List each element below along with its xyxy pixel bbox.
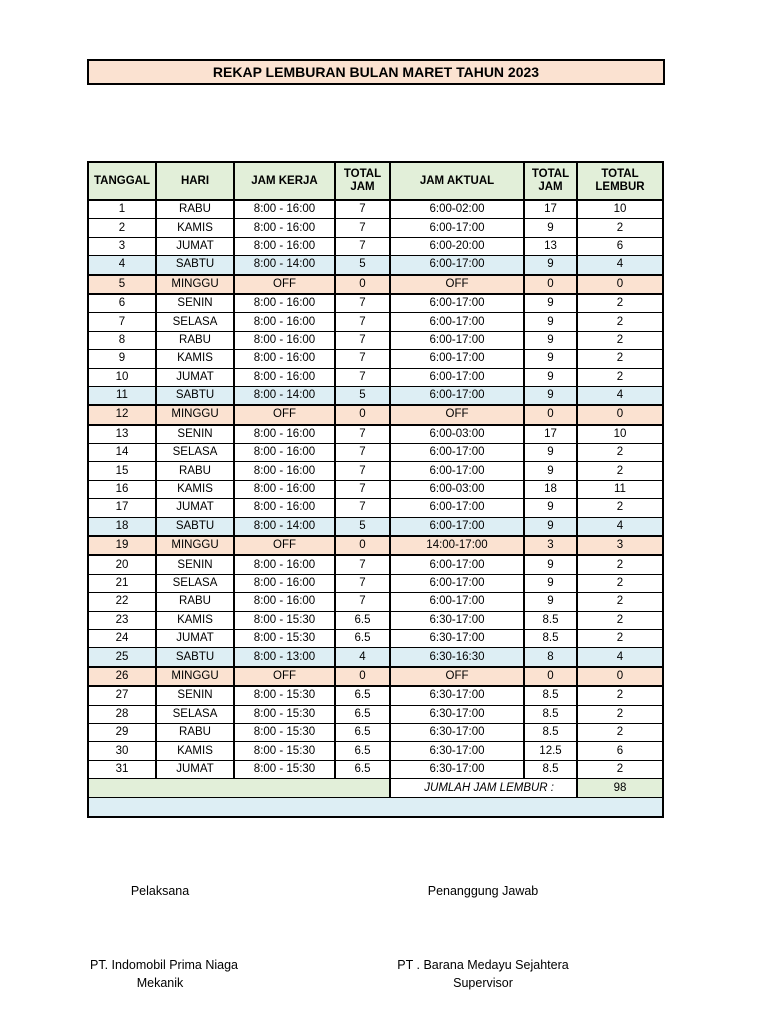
cell-total-jam: 7 bbox=[335, 425, 390, 444]
cell-tanggal: 9 bbox=[88, 350, 156, 368]
cell-tanggal: 17 bbox=[88, 499, 156, 517]
cell-total-jam-aktual: 3 bbox=[524, 536, 577, 555]
cell-jam-kerja: 8:00 - 16:00 bbox=[234, 350, 335, 368]
cell-total-jam: 0 bbox=[335, 667, 390, 686]
cell-total-jam: 7 bbox=[335, 350, 390, 368]
cell-hari: RABU bbox=[156, 200, 234, 219]
table-row bbox=[88, 294, 663, 313]
cell-total-lembur: 11 bbox=[577, 480, 663, 498]
cell-jam-kerja: 8:00 - 15:30 bbox=[234, 611, 335, 629]
total-row bbox=[88, 779, 663, 798]
cell-jam-aktual: 6:30-17:00 bbox=[390, 686, 524, 705]
cell-total-jam: 5 bbox=[335, 386, 390, 405]
cell-hari: SENIN bbox=[156, 686, 234, 705]
table-row bbox=[88, 742, 663, 760]
cell-tanggal: 30 bbox=[88, 742, 156, 760]
table-row bbox=[88, 667, 663, 686]
table-row bbox=[88, 705, 663, 723]
cell-total-jam-aktual: 17 bbox=[524, 200, 577, 219]
blank-cell bbox=[88, 798, 663, 818]
cell-tanggal: 31 bbox=[88, 760, 156, 778]
header-total-jam-aktual: TOTAL JAM bbox=[524, 162, 577, 200]
table-row bbox=[88, 629, 663, 647]
cell-jam-kerja: OFF bbox=[234, 667, 335, 686]
cell-jam-aktual: OFF bbox=[390, 667, 524, 686]
cell-jam-aktual: 6:30-17:00 bbox=[390, 705, 524, 723]
cell-total-jam-aktual: 17 bbox=[524, 425, 577, 444]
cell-total-jam: 7 bbox=[335, 593, 390, 611]
cell-total-jam-aktual: 9 bbox=[524, 294, 577, 313]
table-row bbox=[88, 593, 663, 611]
cell-total-jam-aktual: 0 bbox=[524, 405, 577, 424]
total-label: JUMLAH JAM LEMBUR : bbox=[390, 779, 577, 798]
cell-tanggal: 7 bbox=[88, 313, 156, 331]
cell-total-jam-aktual: 8.5 bbox=[524, 723, 577, 741]
cell-jam-aktual: 6:30-17:00 bbox=[390, 611, 524, 629]
cell-total-jam-aktual: 8.5 bbox=[524, 686, 577, 705]
cell-jam-aktual: 6:30-17:00 bbox=[390, 629, 524, 647]
cell-tanggal: 11 bbox=[88, 386, 156, 405]
table-row bbox=[88, 499, 663, 517]
cell-total-jam: 6.5 bbox=[335, 611, 390, 629]
cell-jam-aktual: 6:00-17:00 bbox=[390, 313, 524, 331]
table-row bbox=[88, 760, 663, 778]
table-row bbox=[88, 350, 663, 368]
cell-jam-kerja: 8:00 - 15:30 bbox=[234, 760, 335, 778]
cell-jam-kerja: 8:00 - 16:00 bbox=[234, 425, 335, 444]
cell-jam-aktual: 14:00-17:00 bbox=[390, 536, 524, 555]
cell-jam-aktual: 6:00-17:00 bbox=[390, 593, 524, 611]
cell-hari: SABTU bbox=[156, 256, 234, 275]
cell-total-lembur: 4 bbox=[577, 386, 663, 405]
signature-company-left: PT. Indomobil Prima Niaga bbox=[90, 958, 238, 972]
cell-total-jam-aktual: 12.5 bbox=[524, 742, 577, 760]
table-row bbox=[88, 536, 663, 555]
header-total-jam: TOTAL JAM bbox=[335, 162, 390, 200]
cell-total-lembur: 4 bbox=[577, 648, 663, 667]
cell-hari: JUMAT bbox=[156, 237, 234, 255]
cell-total-jam-aktual: 9 bbox=[524, 462, 577, 480]
cell-hari: SENIN bbox=[156, 294, 234, 313]
cell-hari: JUMAT bbox=[156, 760, 234, 778]
cell-jam-kerja: 8:00 - 15:30 bbox=[234, 723, 335, 741]
table-row bbox=[88, 368, 663, 386]
cell-tanggal: 21 bbox=[88, 574, 156, 592]
cell-total-jam-aktual: 8.5 bbox=[524, 760, 577, 778]
signature-position-right: Supervisor bbox=[453, 976, 513, 990]
cell-hari: SELASA bbox=[156, 705, 234, 723]
cell-jam-kerja: 8:00 - 16:00 bbox=[234, 219, 335, 237]
cell-total-jam-aktual: 9 bbox=[524, 331, 577, 349]
cell-jam-kerja: 8:00 - 16:00 bbox=[234, 462, 335, 480]
cell-total-jam-aktual: 9 bbox=[524, 368, 577, 386]
cell-jam-kerja: 8:00 - 16:00 bbox=[234, 368, 335, 386]
cell-total-lembur: 2 bbox=[577, 499, 663, 517]
table-row bbox=[88, 275, 663, 294]
cell-hari: MINGGU bbox=[156, 275, 234, 294]
cell-total-lembur: 2 bbox=[577, 462, 663, 480]
header-jam-aktual: JAM AKTUAL bbox=[390, 162, 524, 200]
cell-total-jam: 7 bbox=[335, 200, 390, 219]
cell-tanggal: 13 bbox=[88, 425, 156, 444]
cell-tanggal: 12 bbox=[88, 405, 156, 424]
cell-jam-aktual: 6:00-17:00 bbox=[390, 517, 524, 536]
cell-total-lembur: 2 bbox=[577, 219, 663, 237]
cell-jam-kerja: 8:00 - 15:30 bbox=[234, 742, 335, 760]
cell-jam-aktual: 6:00-17:00 bbox=[390, 256, 524, 275]
table-row bbox=[88, 405, 663, 424]
cell-hari: KAMIS bbox=[156, 480, 234, 498]
overtime-table bbox=[87, 161, 664, 818]
cell-tanggal: 14 bbox=[88, 444, 156, 462]
table-row bbox=[88, 425, 663, 444]
cell-total-lembur: 2 bbox=[577, 574, 663, 592]
table-row bbox=[88, 444, 663, 462]
cell-hari: SELASA bbox=[156, 313, 234, 331]
cell-tanggal: 8 bbox=[88, 331, 156, 349]
cell-jam-aktual: 6:00-17:00 bbox=[390, 574, 524, 592]
cell-jam-aktual: 6:00-17:00 bbox=[390, 462, 524, 480]
cell-total-lembur: 6 bbox=[577, 237, 663, 255]
cell-jam-kerja: 8:00 - 16:00 bbox=[234, 480, 335, 498]
cell-total-jam: 7 bbox=[335, 462, 390, 480]
cell-tanggal: 24 bbox=[88, 629, 156, 647]
cell-hari: SABTU bbox=[156, 386, 234, 405]
cell-total-lembur: 2 bbox=[577, 760, 663, 778]
cell-hari: JUMAT bbox=[156, 629, 234, 647]
cell-jam-aktual: OFF bbox=[390, 405, 524, 424]
cell-tanggal: 22 bbox=[88, 593, 156, 611]
cell-jam-kerja: OFF bbox=[234, 536, 335, 555]
cell-total-jam-aktual: 8.5 bbox=[524, 705, 577, 723]
cell-jam-aktual: OFF bbox=[390, 275, 524, 294]
header-hari: HARI bbox=[156, 162, 234, 200]
cell-tanggal: 10 bbox=[88, 368, 156, 386]
cell-total-lembur: 4 bbox=[577, 256, 663, 275]
cell-tanggal: 20 bbox=[88, 555, 156, 574]
table-row bbox=[88, 256, 663, 275]
table-row bbox=[88, 219, 663, 237]
table-header bbox=[88, 162, 663, 200]
signature-role-right: Penanggung Jawab bbox=[427, 884, 539, 898]
table-row bbox=[88, 313, 663, 331]
cell-total-lembur: 2 bbox=[577, 294, 663, 313]
cell-tanggal: 25 bbox=[88, 648, 156, 667]
cell-hari: RABU bbox=[156, 723, 234, 741]
cell-jam-kerja: OFF bbox=[234, 275, 335, 294]
cell-total-lembur: 0 bbox=[577, 405, 663, 424]
cell-tanggal: 4 bbox=[88, 256, 156, 275]
cell-jam-aktual: 6:00-17:00 bbox=[390, 368, 524, 386]
cell-total-jam: 6.5 bbox=[335, 760, 390, 778]
cell-total-jam-aktual: 8.5 bbox=[524, 611, 577, 629]
cell-total-jam: 0 bbox=[335, 536, 390, 555]
cell-total-lembur: 10 bbox=[577, 200, 663, 219]
cell-tanggal: 19 bbox=[88, 536, 156, 555]
cell-jam-aktual: 6:30-17:00 bbox=[390, 742, 524, 760]
cell-total-lembur: 2 bbox=[577, 555, 663, 574]
cell-jam-aktual: 6:00-17:00 bbox=[390, 219, 524, 237]
cell-jam-kerja: 8:00 - 16:00 bbox=[234, 444, 335, 462]
cell-total-jam: 5 bbox=[335, 256, 390, 275]
table-row bbox=[88, 555, 663, 574]
cell-hari: SENIN bbox=[156, 425, 234, 444]
total-spacer bbox=[88, 779, 390, 798]
table-row bbox=[88, 686, 663, 705]
cell-total-jam-aktual: 9 bbox=[524, 574, 577, 592]
cell-total-lembur: 2 bbox=[577, 593, 663, 611]
cell-total-jam-aktual: 9 bbox=[524, 555, 577, 574]
cell-jam-kerja: 8:00 - 14:00 bbox=[234, 517, 335, 536]
header-jam-kerja: JAM KERJA bbox=[234, 162, 335, 200]
cell-total-jam: 6.5 bbox=[335, 742, 390, 760]
cell-tanggal: 15 bbox=[88, 462, 156, 480]
cell-total-jam-aktual: 9 bbox=[524, 517, 577, 536]
blank-row bbox=[88, 798, 663, 818]
cell-jam-kerja: OFF bbox=[234, 405, 335, 424]
cell-tanggal: 2 bbox=[88, 219, 156, 237]
cell-hari: KAMIS bbox=[156, 742, 234, 760]
cell-total-lembur: 2 bbox=[577, 723, 663, 741]
cell-hari: SABTU bbox=[156, 648, 234, 667]
table-row bbox=[88, 574, 663, 592]
cell-jam-kerja: 8:00 - 14:00 bbox=[234, 386, 335, 405]
cell-hari: RABU bbox=[156, 462, 234, 480]
table-row bbox=[88, 517, 663, 536]
cell-total-lembur: 0 bbox=[577, 667, 663, 686]
cell-jam-kerja: 8:00 - 14:00 bbox=[234, 256, 335, 275]
cell-total-jam-aktual: 0 bbox=[524, 667, 577, 686]
cell-jam-aktual: 6:00-17:00 bbox=[390, 294, 524, 313]
cell-total-jam: 7 bbox=[335, 574, 390, 592]
cell-jam-kerja: 8:00 - 16:00 bbox=[234, 200, 335, 219]
cell-hari: RABU bbox=[156, 331, 234, 349]
cell-total-lembur: 2 bbox=[577, 611, 663, 629]
cell-total-lembur: 2 bbox=[577, 705, 663, 723]
header-total-lembur: TOTAL LEMBUR bbox=[577, 162, 663, 200]
cell-total-jam-aktual: 9 bbox=[524, 219, 577, 237]
cell-hari: KAMIS bbox=[156, 350, 234, 368]
cell-jam-aktual: 6:00-03:00 bbox=[390, 425, 524, 444]
cell-total-jam: 7 bbox=[335, 219, 390, 237]
cell-total-jam: 7 bbox=[335, 444, 390, 462]
cell-jam-kerja: 8:00 - 16:00 bbox=[234, 331, 335, 349]
cell-tanggal: 18 bbox=[88, 517, 156, 536]
cell-total-lembur: 2 bbox=[577, 350, 663, 368]
cell-jam-kerja: 8:00 - 15:30 bbox=[234, 629, 335, 647]
cell-hari: RABU bbox=[156, 593, 234, 611]
signature-company-right: PT . Barana Medayu Sejahtera bbox=[397, 958, 569, 972]
cell-total-jam: 6.5 bbox=[335, 705, 390, 723]
signature-position-left: Mekanik bbox=[136, 976, 184, 990]
cell-total-jam: 7 bbox=[335, 480, 390, 498]
cell-total-jam-aktual: 9 bbox=[524, 350, 577, 368]
cell-total-lembur: 2 bbox=[577, 686, 663, 705]
cell-total-jam-aktual: 9 bbox=[524, 444, 577, 462]
cell-jam-aktual: 6:00-17:00 bbox=[390, 350, 524, 368]
cell-total-lembur: 6 bbox=[577, 742, 663, 760]
cell-total-jam: 7 bbox=[335, 499, 390, 517]
cell-hari: SELASA bbox=[156, 574, 234, 592]
cell-jam-kerja: 8:00 - 16:00 bbox=[234, 499, 335, 517]
cell-total-lembur: 4 bbox=[577, 517, 663, 536]
cell-hari: SENIN bbox=[156, 555, 234, 574]
cell-tanggal: 29 bbox=[88, 723, 156, 741]
cell-jam-kerja: 8:00 - 16:00 bbox=[234, 555, 335, 574]
cell-hari: SABTU bbox=[156, 517, 234, 536]
cell-jam-aktual: 6:00-17:00 bbox=[390, 386, 524, 405]
cell-total-jam-aktual: 9 bbox=[524, 256, 577, 275]
cell-total-jam: 4 bbox=[335, 648, 390, 667]
cell-total-jam-aktual: 13 bbox=[524, 237, 577, 255]
table-row bbox=[88, 331, 663, 349]
cell-tanggal: 5 bbox=[88, 275, 156, 294]
cell-tanggal: 16 bbox=[88, 480, 156, 498]
cell-total-jam: 5 bbox=[335, 517, 390, 536]
signature-role-left: Pelaksana bbox=[130, 884, 190, 898]
cell-hari: SELASA bbox=[156, 444, 234, 462]
table-body bbox=[88, 200, 663, 779]
cell-total-jam: 6.5 bbox=[335, 686, 390, 705]
cell-hari: MINGGU bbox=[156, 536, 234, 555]
cell-total-jam: 7 bbox=[335, 294, 390, 313]
cell-jam-aktual: 6:30-17:00 bbox=[390, 760, 524, 778]
cell-hari: JUMAT bbox=[156, 368, 234, 386]
cell-total-jam: 7 bbox=[335, 555, 390, 574]
cell-total-jam-aktual: 9 bbox=[524, 499, 577, 517]
cell-total-jam-aktual: 8.5 bbox=[524, 629, 577, 647]
cell-jam-kerja: 8:00 - 15:30 bbox=[234, 705, 335, 723]
cell-tanggal: 27 bbox=[88, 686, 156, 705]
cell-jam-aktual: 6:00-02:00 bbox=[390, 200, 524, 219]
cell-total-jam: 7 bbox=[335, 331, 390, 349]
cell-jam-aktual: 6:00-03:00 bbox=[390, 480, 524, 498]
cell-jam-aktual: 6:00-17:00 bbox=[390, 555, 524, 574]
cell-total-jam: 7 bbox=[335, 237, 390, 255]
cell-jam-kerja: 8:00 - 13:00 bbox=[234, 648, 335, 667]
cell-jam-aktual: 6:00-17:00 bbox=[390, 331, 524, 349]
cell-jam-aktual: 6:00-17:00 bbox=[390, 444, 524, 462]
cell-total-lembur: 10 bbox=[577, 425, 663, 444]
document-title: REKAP LEMBURAN BULAN MARET TAHUN 2023 bbox=[87, 59, 665, 85]
cell-total-lembur: 2 bbox=[577, 331, 663, 349]
cell-jam-kerja: 8:00 - 16:00 bbox=[234, 313, 335, 331]
cell-jam-kerja: 8:00 - 15:30 bbox=[234, 686, 335, 705]
header-tanggal: TANGGAL bbox=[88, 162, 156, 200]
cell-jam-kerja: 8:00 - 16:00 bbox=[234, 294, 335, 313]
cell-total-jam-aktual: 8 bbox=[524, 648, 577, 667]
cell-total-jam: 0 bbox=[335, 275, 390, 294]
cell-tanggal: 6 bbox=[88, 294, 156, 313]
cell-total-lembur: 2 bbox=[577, 629, 663, 647]
cell-hari: KAMIS bbox=[156, 611, 234, 629]
cell-tanggal: 1 bbox=[88, 200, 156, 219]
cell-total-jam-aktual: 18 bbox=[524, 480, 577, 498]
cell-total-lembur: 3 bbox=[577, 536, 663, 555]
table-row bbox=[88, 480, 663, 498]
cell-tanggal: 23 bbox=[88, 611, 156, 629]
cell-total-jam: 7 bbox=[335, 368, 390, 386]
cell-total-jam: 6.5 bbox=[335, 723, 390, 741]
cell-jam-aktual: 6:00-17:00 bbox=[390, 499, 524, 517]
table-row bbox=[88, 237, 663, 255]
cell-hari: KAMIS bbox=[156, 219, 234, 237]
table-row bbox=[88, 611, 663, 629]
table-row bbox=[88, 462, 663, 480]
cell-hari: MINGGU bbox=[156, 405, 234, 424]
cell-jam-kerja: 8:00 - 16:00 bbox=[234, 593, 335, 611]
table-row bbox=[88, 723, 663, 741]
table-row bbox=[88, 648, 663, 667]
cell-tanggal: 28 bbox=[88, 705, 156, 723]
cell-jam-aktual: 6:00-20:00 bbox=[390, 237, 524, 255]
cell-total-jam-aktual: 9 bbox=[524, 593, 577, 611]
cell-tanggal: 26 bbox=[88, 667, 156, 686]
cell-total-jam: 7 bbox=[335, 313, 390, 331]
cell-tanggal: 3 bbox=[88, 237, 156, 255]
cell-jam-kerja: 8:00 - 16:00 bbox=[234, 237, 335, 255]
cell-total-lembur: 2 bbox=[577, 444, 663, 462]
cell-total-jam-aktual: 0 bbox=[524, 275, 577, 294]
cell-total-lembur: 2 bbox=[577, 313, 663, 331]
cell-hari: JUMAT bbox=[156, 499, 234, 517]
cell-jam-aktual: 6:30-17:00 bbox=[390, 723, 524, 741]
table-row bbox=[88, 200, 663, 219]
cell-total-jam-aktual: 9 bbox=[524, 386, 577, 405]
cell-total-lembur: 2 bbox=[577, 368, 663, 386]
cell-total-jam-aktual: 9 bbox=[524, 313, 577, 331]
total-value: 98 bbox=[577, 779, 663, 798]
cell-total-lembur: 0 bbox=[577, 275, 663, 294]
cell-jam-kerja: 8:00 - 16:00 bbox=[234, 574, 335, 592]
cell-total-jam: 6.5 bbox=[335, 629, 390, 647]
table-row bbox=[88, 386, 663, 405]
cell-hari: MINGGU bbox=[156, 667, 234, 686]
cell-jam-aktual: 6:30-16:30 bbox=[390, 648, 524, 667]
cell-total-jam: 0 bbox=[335, 405, 390, 424]
